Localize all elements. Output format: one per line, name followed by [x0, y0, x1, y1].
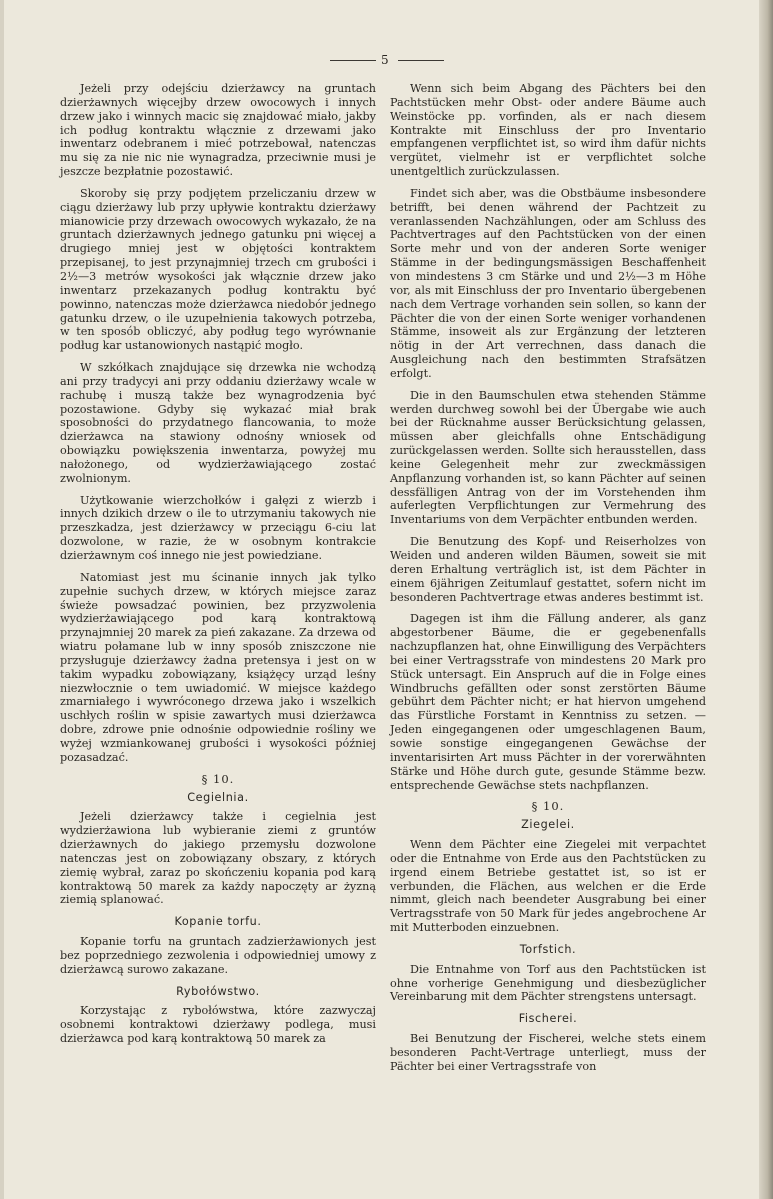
german-section-label: § 10.: [531, 799, 565, 814]
polish-heading-peat: Kopanie torfu.: [174, 915, 262, 929]
german-paragraph-3: Die in den Baumschulen etwa stehenden Stämme werden durchweg sowohl bei der Übergabe wie auch bei der Rücknahme ausser Berücksichtung gelassen, müssen aber gleichfalls ohne Entschädigung zurückgelassen werden. Sollte sich herausstellen, dass keine Gelegenheit mehr zur zweckmässigen Anpflanzung vorhanden ist, so kann Pächter auf seinen dessfälligen Antrag von der im Vorstehenden ihm auferlegten Verpflichtungen zur Vermehrung des Inventariums von dem Verpächter entbunden werden.: [390, 388, 706, 527]
polish-brickworks-text: Jeżeli dzierżawcy także i cegielnia jest wydzierżawiona lub wybieranie ziemi z gruntów dzierżawnych do jakiego przemysłu dozwolone natenczas jest on zobowiązany obszary, z których ziemię wybrał, zaraz po skończeniu kopania pod karą kontraktową 50 marek za każdy napoczęty ar żyzną ziemią splanować.: [60, 810, 376, 907]
page-right-edge: [759, 0, 773, 1199]
german-heading-brickworks: Ziegelei.: [521, 818, 575, 832]
polish-section-label: § 10.: [201, 771, 235, 786]
polish-paragraph-5: Natomiast jest mu ścinanie innych jak tylko zupełnie suchych drzew, w których miejsce zaraz świeże powsadzać powinien, bez przyzwolenia wydzierżawiającego pod karą kontraktową przynajmniej 20 marek za pień zakazane. Za drzewa od wiatru połamane lub w inny sposób zniszczone nie przysługuje dzierżawcy żadna pretensya i jest on w takim wypadku zobowiązany, książęcy urząd leśny niezwłocznie o tem uwiadomić. W miejsce każdego zmarniałego i wywróconego drzewa jako i wszelkich uschłych roślin w spisie zawartych musi dzierżawca dobre, zdrowe pnie odnośnie odpowiednie rośliny we wyżej wzmiankowanej grubości i wysokości później pozasadzać.: [60, 570, 376, 764]
german-heading-fishery: Fischerei.: [518, 1012, 578, 1026]
page-number: 5: [381, 53, 389, 67]
polish-fishery-text: Korzystając z rybołówstwa, które zazwyczaj osobnemi kontraktowi dzierżawy podlega, musi dzierżawca pod karą kontraktową 50 marek za: [60, 1004, 376, 1046]
german-paragraph-5: Dagegen ist ihm die Fällung anderer, als ganz abgestorbener Bäume, die er gegebenenfalls nachzupflanzen hat, ohne Einwilligung des Verpächters bei einer Vertragsstrafe von mindestens 20 Mark pro Stück untersagt. Ein Anspruch auf die in Folge eines Windbruchs gefällten oder sonst zerstörten Bäume gebührt dem Pächter nicht; er hat hiervon umgehend das Fürstliche Forstamt in Kenntniss zu setzen. — Jeden eingegangenen oder umgeschlagenen Baum, sowie sonstige eingegangenen Gewächse der inventarisirten Art muss Pächter in der vorerwähnten Stärke und Höhe durch gute, gesunde Stämme bezw. entsprechende Gewächse stets nachpflanzen.: [390, 612, 706, 792]
german-brickworks-text: Wenn dem Pächter eine Ziegelei mit verpachtet oder die Entnahme von Erde aus den Pachtstücken zu irgend einem Betriebe gestattet ist, so ist er verbunden, die Flächen, aus welchen er die Erde nimmt, gleich nach beendeter Ausgrabung bei einer Vertragsstrafe von 50 Mark für jedes angebrochene Ar mit Mutterboden einzuebnen.: [390, 838, 706, 935]
german-fishery-text: Bei Benutzung der Fischerei, welche stets einem besonderen Pacht-Vertrage unterliegt, muss der Pächter bei einer Vertragsstrafe von: [390, 1032, 706, 1073]
polish-paragraph-4: Użytkowanie wierzchołków i gałęzi z wierzb i innych dzikich drzew o ile to utrzymaniu takowych nie przeszkadza, jest dzierżawcy w przeciągu 6-ciu lat dozwolone, w razie, że w osobnym kontrakcie dzierżawnym coś innego nie jest powiedziane.: [60, 493, 376, 562]
header-rule-right: [398, 60, 444, 61]
german-peat-text: Die Entnahme von Torf aus den Pachtstücken ist ohne vorherige Genehmigung und diesbezüglicher Vereinbarung mit dem Pächter strengstens untersagt.: [390, 962, 706, 1004]
polish-column: [60, 82, 376, 1054]
polish-heading-brickworks: Cegielnia.: [187, 790, 249, 804]
polish-peat-text: Kopanie torfu na gruntach zadzierżawionych jest bez poprzedniego zezwolenia i odpowiedniej umowy z dzierżawcą surowo zakazane.: [60, 935, 376, 976]
german-paragraph-1: Wenn sich beim Abgang des Pächters bei den Pachtstücken mehr Obst- oder andere Bäume auch Weinstöcke pp. vorfinden, als er nach diesem Kontrakte mit Einschluss der pro Inventario empfangenen verpflichtet ist, so wird ihm dafür nichts vergütet, vielmehr ist er verpflichtet solche unentgeltlich zurückzulassen.: [390, 82, 706, 179]
polish-paragraph-2: Skoroby się przy podjętem przeliczaniu drzew w ciągu dzierżawy lub przy upływie kontraktu dzierżawy mianowicie przy drzewach owocowych wykazało, że na gruntach dzierżawnych jednego gatunku pni więcej a drugiego mniej jest w objętości kontraktem przepisanej, to jest przynajmniej trzech cm grubości i 2½—3 metrów wysokości jak włącznie drzew jako inwentarz przekazanych podług kontraktu być powinno, natenczas może dzierżawca niedobór jednego gatunku drzew, o ile uzupełnienia takowych potrzeba, w ten sposób obliczyć, aby podług tego wyrównanie podług kar ustanowionych nastąpić mogło.: [60, 186, 376, 353]
page-header: [0, 52, 773, 68]
german-heading-peat: Torfstich.: [519, 942, 577, 956]
polish-heading-fishery: Rybołówstwo.: [176, 984, 260, 998]
german-column: [390, 82, 706, 1082]
german-paragraph-2: Findet sich aber, was die Obstbäume insbesondere betrifft, bei denen während der Pachtzeit zu veranlassenden Nachzählungen, oder am Schluss des Pachtvertrages auf den Pachtstücken von der einen Sorte mehr und von der anderen Sorte weniger Stämme in der bedingungsmässigen Beschaffenheit von mindestens 3 cm Stärke und und 2½—3 m Höhe vor, als mit Einschluss der pro Inventario übergebenen nach dem Vertrage vorhanden sein sollen, so kann der Pächter die von der einen Sorte weniger vorhandenen Stämme, insoweit als zur Ergänzung der letzteren nötig in der Art verrechnen, dass danach die Ausgleichung nach den bestimmten Strafsätzen erfolgt.: [390, 186, 706, 380]
page-left-edge: [0, 0, 4, 1199]
polish-paragraph-3: W szkółkach znajdujące się drzewka nie wchodzą ani przy tradycyi ani przy oddaniu dzierżawy wcale w rachubę i muszą także bez wynagrodzenia być pozostawione. Gdyby się wykazać miał brak sposobności do przydatnego flancowania, to może dzierżawca na stawiony odnośny wniosek od obowiązku powiększenia inwentarza, powyżej mu nałożonego, od wydzierżawiającego zostać zwolnionym.: [60, 361, 376, 485]
polish-paragraph-1: Jeżeli przy odejściu dzierżawcy na gruntach dzierżawnych więcejby drzew owocowych i innych drzew jako i winnych macic się znajdować miało, jakby ich podług kontraktu włącznie z drzewami jako inwentarz odebranem i mieć potrzebował, natenczas mu się za nie nic nie wynagradza, przeciwnie musi je jeszcze bezpłatnie pozostawić.: [60, 82, 376, 179]
header-rule-left: [330, 60, 376, 61]
german-paragraph-4: Die Benutzung des Kopf- und Reiserholzes von Weiden und anderen wilden Bäumen, soweit sie mit deren Erhaltung verträglich ist, ist dem Pächter in einem 6jährigen Zeitumlauf gestattet, sofern nicht im besonderen Pachtvertrage etwas anderes bestimmt ist.: [390, 535, 706, 604]
